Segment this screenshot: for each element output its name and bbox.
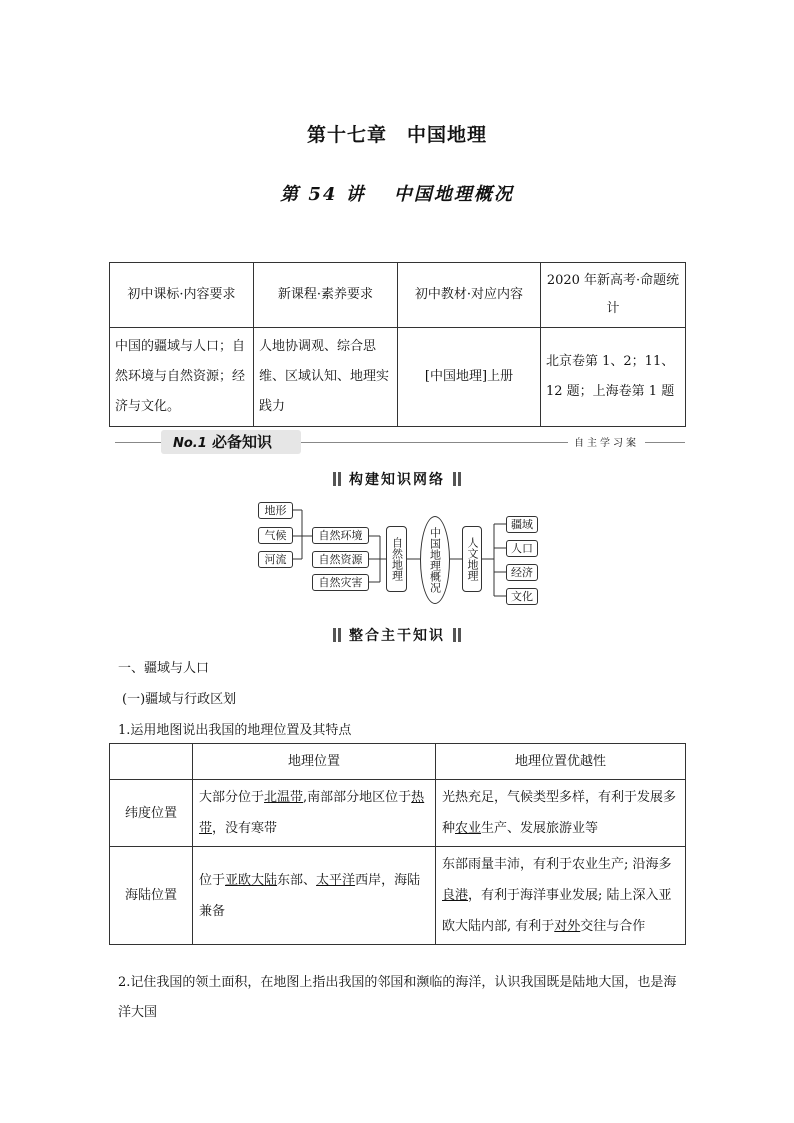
table-cell: 大部分位于北温带,南部部分地区位于热带，没有寒带 bbox=[193, 780, 436, 847]
table-cell: [中国地理]上册 bbox=[398, 328, 541, 427]
diagram-node-natural-environment: 自然环境 bbox=[312, 527, 369, 544]
heading-territory-divisions: (一)疆域与行政区划 bbox=[122, 692, 237, 707]
overview-table bbox=[109, 262, 686, 427]
table-cell: 位于亚欧大陆东部、太平洋西岸，海陆兼备 bbox=[193, 847, 436, 945]
banner-number: No.1 bbox=[173, 436, 207, 451]
table-header-cell: 地理位置 bbox=[193, 744, 436, 780]
table-cell: 人地协调观、综合思维、区域认知、地理实践力 bbox=[254, 328, 398, 427]
table-cell: 东部雨量丰沛，有利于农业生产; 沿海多良港，有利于海洋事业发展; 陆上深入亚欧大陆内部, 有利于对外交往与合作 bbox=[436, 847, 686, 945]
table-header-cell: 初中教材·对应内容 bbox=[398, 263, 541, 328]
diagram-node-economy: 经济 bbox=[506, 564, 538, 581]
row-label: 纬度位置 bbox=[110, 780, 193, 847]
paragraph-territory-area: 2.记住我国的领土面积，在地图上指出我国的邻国和濒临的海洋，认识我国既是陆地大国，也是海洋大国 bbox=[118, 975, 677, 1020]
banner-tab bbox=[161, 430, 301, 454]
diagram-node-center: 中国地理概况 bbox=[420, 516, 450, 604]
section-banner bbox=[115, 430, 685, 456]
table-header-cell: 地理位置优越性 bbox=[436, 744, 686, 780]
banner-right-label: 自主学习案 bbox=[568, 434, 645, 449]
diagram-node-culture: 文化 bbox=[506, 588, 538, 605]
table-header-cell: 初中课标·内容要求 bbox=[110, 263, 254, 328]
heading-territory-population: 一、疆域与人口 bbox=[118, 661, 210, 676]
knowledge-network-diagram bbox=[250, 496, 550, 608]
banner-title: 必备知识 bbox=[212, 433, 273, 451]
table-row-sea-land bbox=[110, 847, 686, 945]
overview-table-header bbox=[110, 263, 686, 328]
table-row-latitude bbox=[110, 780, 686, 847]
table-header-cell: 新课程·素养要求 bbox=[254, 263, 398, 328]
diagram-node-territory: 疆域 bbox=[506, 516, 538, 533]
table-cell: 北京卷第 1、2；11、12 题；上海卷第 1 题 bbox=[541, 328, 686, 427]
diagram-node-human-geography: 人文地理 bbox=[462, 526, 482, 592]
diagram-node-population: 人口 bbox=[506, 540, 538, 557]
table-header-cell bbox=[110, 744, 193, 780]
section-heading-network: 构建知识网络 bbox=[0, 469, 794, 489]
diagram-node-natural-disasters: 自然灾害 bbox=[312, 574, 369, 591]
section-heading-main: 整合主干知识 bbox=[0, 625, 794, 645]
heading-location-task: 1.运用地图说出我国的地理位置及其特点 bbox=[118, 723, 352, 738]
chapter-title: 第十七章 中国地理 bbox=[306, 124, 487, 146]
diagram-node-natural-resources: 自然资源 bbox=[312, 551, 369, 568]
location-table-header bbox=[110, 744, 686, 780]
diagram-node-rivers: 河流 bbox=[258, 551, 293, 568]
row-label: 海陆位置 bbox=[110, 847, 193, 945]
diagram-node-physical-geography: 自然地理 bbox=[386, 526, 407, 592]
diagram-node-climate: 气候 bbox=[258, 527, 293, 544]
diagram-node-terrain: 地形 bbox=[258, 502, 293, 519]
lecture-title: 第 54 讲 中国地理概况 bbox=[280, 184, 514, 205]
location-table bbox=[109, 743, 686, 945]
table-cell: 光热充足，气候类型多样，有利于发展多种农业生产、发展旅游业等 bbox=[436, 780, 686, 847]
table-row bbox=[110, 328, 686, 427]
table-cell: 中国的疆域与人口；自然环境与自然资源；经济与文化。 bbox=[110, 328, 254, 427]
table-header-cell: 2020 年新高考·命题统计 bbox=[541, 263, 686, 328]
